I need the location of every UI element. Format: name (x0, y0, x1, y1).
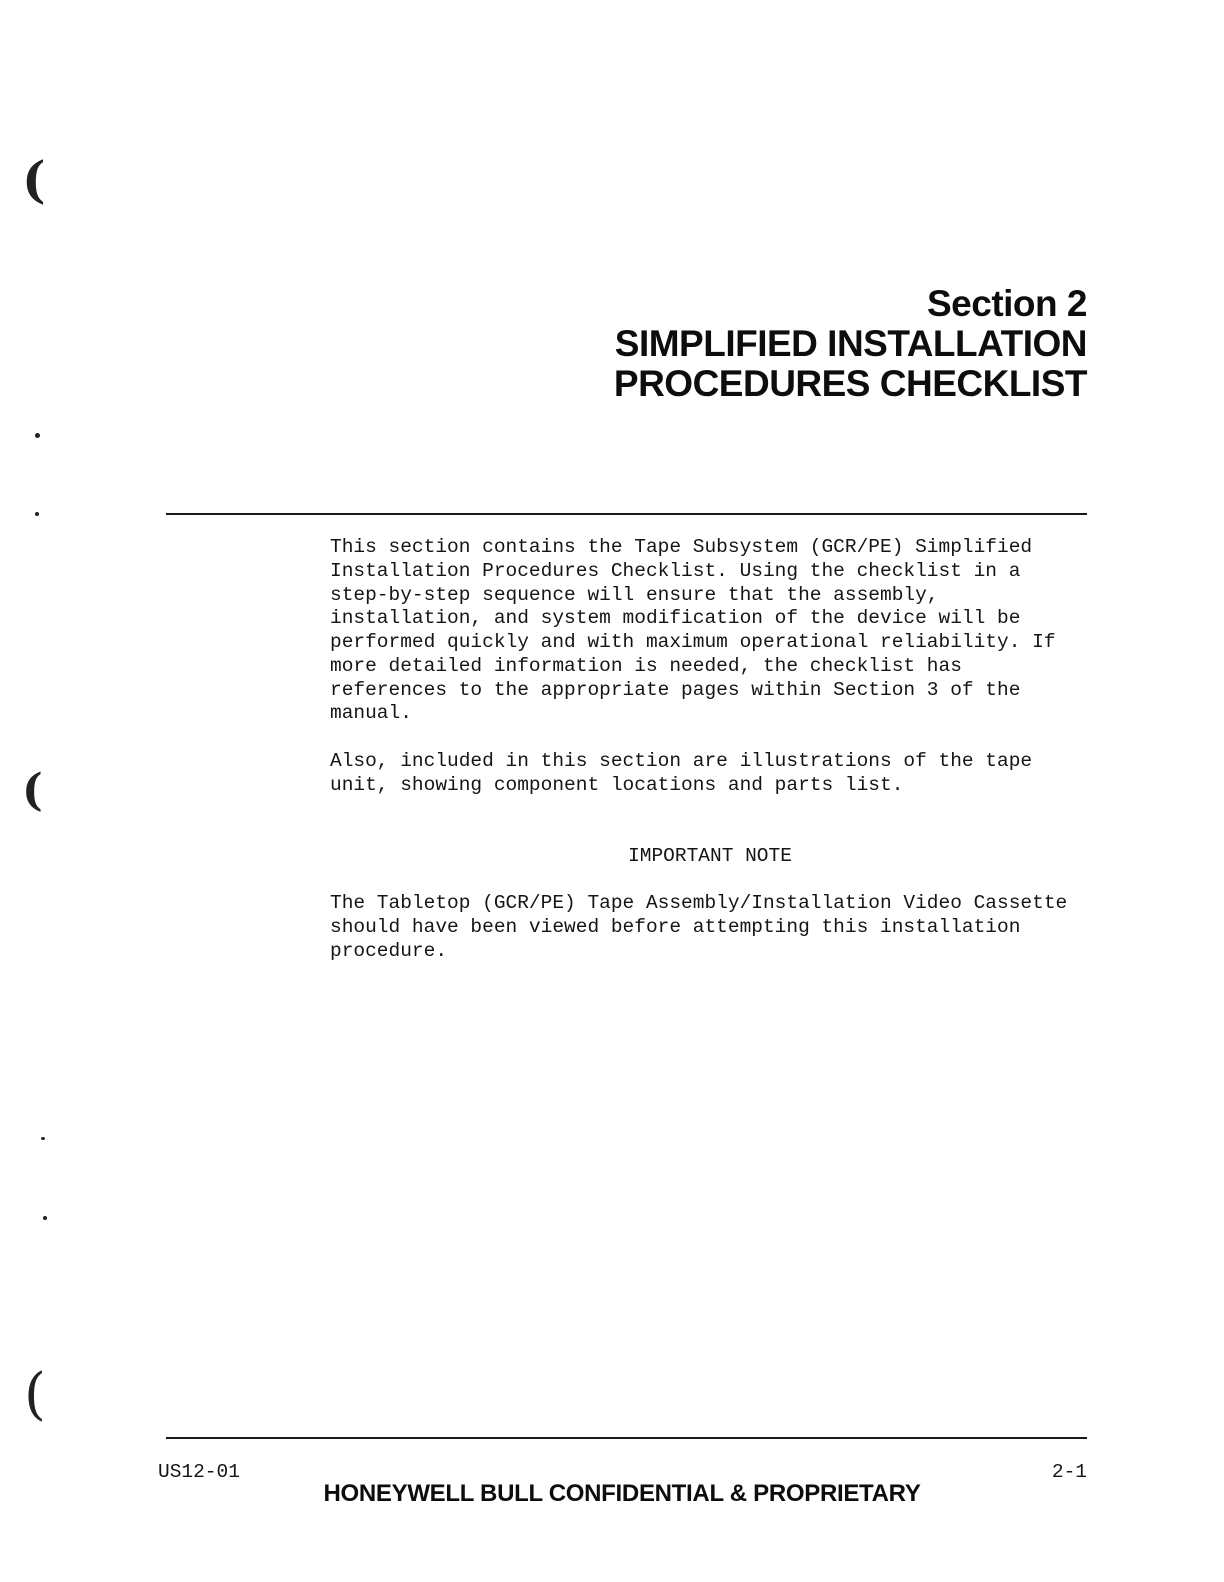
important-note-text: The Tabletop (GCR/PE) Tape Assembly/Installation Video Cassette should have been viewed before attempting this installation procedure. (330, 892, 1068, 962)
important-note-title: IMPORTANT NOTE (628, 845, 792, 867)
margin-dot (43, 1216, 47, 1220)
page-number: 2-1 (1051, 1461, 1087, 1483)
section-title-line-1: SIMPLIFIED INSTALLATION (614, 323, 1087, 364)
illustrations-paragraph: Also, included in this section are illustrations of the tape unit, showing component locations and parts list. (330, 750, 1033, 796)
margin-dot (41, 1137, 45, 1140)
section-number: Section 2 (927, 283, 1087, 324)
confidential-notice: HONEYWELL BULL CONFIDENTIAL & PROPRIETARY (323, 1480, 921, 1507)
document-id: US12-01 (158, 1461, 240, 1483)
intro-paragraph: This section contains the Tape Subsystem (GCR/PE) Simplified Installation Procedures Checklist. Using the checklist in a step-by-step sequence will ensure that the assembly, installation, and system modification of the device will be performed quickly and with maximum operational reliability. If more detailed information is needed, the checklist has references to the appropriate pages within Section 3 of the manual. (330, 536, 1056, 725)
binder-hole-mark: ( (22, 765, 43, 816)
section-title-line-2: PROCEDURES CHECKLIST (613, 363, 1087, 404)
horizontal-rule-top (166, 513, 1087, 515)
horizontal-rule-bottom (166, 1437, 1087, 1439)
binder-hole-mark: ( (22, 150, 46, 209)
section-heading (614, 284, 1087, 404)
binder-hole-mark: ( (24, 1362, 46, 1427)
margin-dot (35, 512, 39, 516)
margin-dot (35, 433, 40, 438)
